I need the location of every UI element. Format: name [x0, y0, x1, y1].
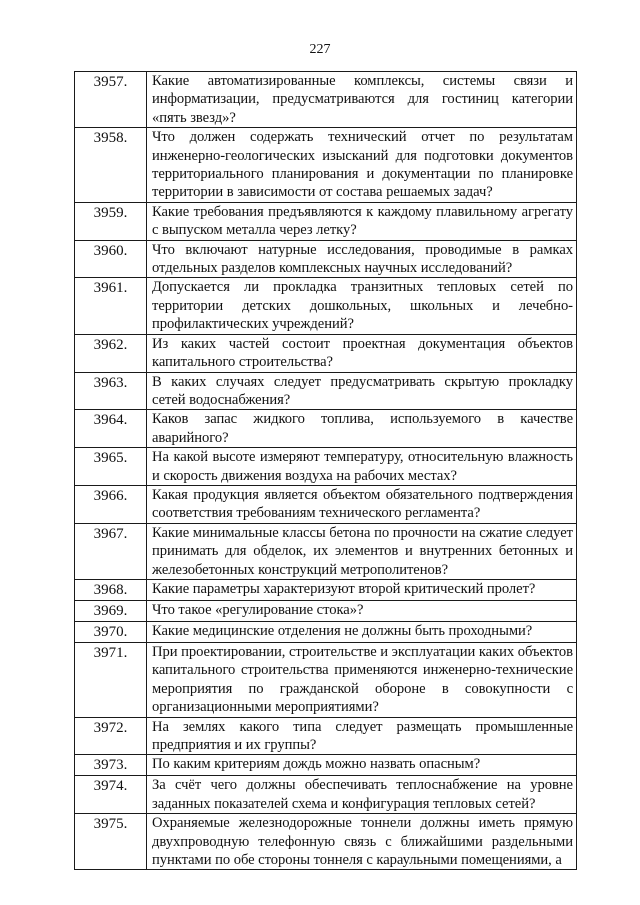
- question-text: Что такое «регулирование стока»?: [147, 600, 577, 621]
- question-number: 3975.: [75, 814, 147, 870]
- table-row: [75, 410, 577, 448]
- question-text: Охраняемые железнодорожные тоннели должны иметь прямую двухпроводную телефонную связь с ближайшими раздельными пунктами по обе стороны тоннеля с караульными помещениями, а: [147, 814, 577, 870]
- table-row: [75, 523, 577, 579]
- question-text: На землях какого типа следует размещать промышленные предприятия и их группы?: [147, 717, 577, 755]
- question-number: 3972.: [75, 717, 147, 755]
- question-text: В каких случаях следует предусматривать скрытую прокладку сетей водоснабжения?: [147, 372, 577, 410]
- question-text: Что должен содержать технический отчет по результатам инженерно-геологических изысканий для подготовки документов территориального планирования и документации по планировке территории в зависимости от состава решаемых задач?: [147, 128, 577, 203]
- table-row: [75, 128, 577, 203]
- table-row: [75, 776, 577, 814]
- table-row: [75, 755, 577, 776]
- table-row: [75, 642, 577, 717]
- question-number: 3959.: [75, 202, 147, 240]
- table-row: [75, 334, 577, 372]
- question-text: Из каких частей состоит проектная документация объектов капитального строительства?: [147, 334, 577, 372]
- table-row: [75, 240, 577, 278]
- question-number: 3974.: [75, 776, 147, 814]
- question-text: Допускается ли прокладка транзитных тепловых сетей по территории детских дошкольных, школьных и лечебно-профилактических учреждений?: [147, 278, 577, 334]
- question-text: Какие медицинские отделения не должны быть проходными?: [147, 621, 577, 642]
- question-text: Какие требования предъявляются к каждому плавильному агрегату с выпуском металла через летку?: [147, 202, 577, 240]
- question-number: 3961.: [75, 278, 147, 334]
- question-number: 3971.: [75, 642, 147, 717]
- question-text: Что включают натурные исследования, проводимые в рамках отдельных разделов комплексных научных исследований?: [147, 240, 577, 278]
- questions-table-body: [75, 72, 577, 870]
- question-number: 3964.: [75, 410, 147, 448]
- question-text: Каков запас жидкого топлива, используемого в качестве аварийного?: [147, 410, 577, 448]
- table-row: [75, 485, 577, 523]
- table-row: [75, 717, 577, 755]
- question-text: На какой высоте измеряют температуру, относительную влажность и скорость движения воздуха на рабочих местах?: [147, 448, 577, 486]
- question-number: 3965.: [75, 448, 147, 486]
- question-text: При проектировании, строительстве и эксплуатации каких объектов капитального строительства применяются инженерно-технические мероприятия по гражданской обороне в совокупности с организационными мероприятиями?: [147, 642, 577, 717]
- question-number: 3958.: [75, 128, 147, 203]
- question-number: 3970.: [75, 621, 147, 642]
- table-row: [75, 372, 577, 410]
- question-text: Какая продукция является объектом обязательного подтверждения соответствия требованиям технического регламента?: [147, 485, 577, 523]
- page-number: 227: [309, 42, 331, 57]
- question-text: По каким критериям дождь можно назвать опасным?: [147, 755, 577, 776]
- table-row: [75, 72, 577, 128]
- question-text: Какие автоматизированные комплексы, системы связи и информатизации, предусматриваются для гостиниц категории «пять звезд»?: [147, 72, 577, 128]
- question-number: 3967.: [75, 523, 147, 579]
- question-text: Какие минимальные классы бетона по прочности на сжатие следует принимать для обделок, их элементов и внутренних бетонных и железобетонных конструкций метрополитенов?: [147, 523, 577, 579]
- table-row: [75, 579, 577, 600]
- question-number: 3973.: [75, 755, 147, 776]
- question-number: 3957.: [75, 72, 147, 128]
- table-row: [75, 621, 577, 642]
- table-row: [75, 202, 577, 240]
- question-number: 3962.: [75, 334, 147, 372]
- table-row: [75, 278, 577, 334]
- question-number: 3966.: [75, 485, 147, 523]
- table-row: [75, 448, 577, 486]
- question-text: За счёт чего должны обеспечивать теплоснабжение на уровне заданных показателей схема и конфигурация тепловых сетей?: [147, 776, 577, 814]
- table-row: [75, 600, 577, 621]
- question-number: 3963.: [75, 372, 147, 410]
- question-number: 3960.: [75, 240, 147, 278]
- question-text: Какие параметры характеризуют второй критический пролет?: [147, 579, 577, 600]
- question-number: 3969.: [75, 600, 147, 621]
- table-row: [75, 814, 577, 870]
- question-number: 3968.: [75, 579, 147, 600]
- questions-table: [74, 71, 577, 870]
